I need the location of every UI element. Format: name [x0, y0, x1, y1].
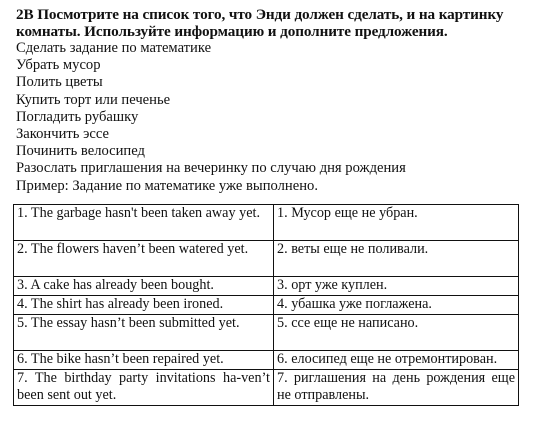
exercise-heading: [16, 6, 536, 40]
exercise-page: [16, 6, 536, 194]
table-row: [14, 277, 519, 296]
table-row: [14, 315, 519, 351]
english-sentence-cell: 4. The shirt has already been ironed.: [14, 296, 274, 315]
todo-item: Купить торт или печенье: [16, 91, 171, 108]
table-row: [14, 370, 519, 406]
table-row: [14, 241, 519, 277]
heading-line-2: комнаты. Используйте информацию и дополните предложения.: [16, 23, 448, 40]
todo-list: [16, 40, 536, 178]
english-sentence-cell: 2. The flowers haven’t been watered yet.: [14, 241, 274, 277]
heading-line-1: 2B Посмотрите на список того, что Энди должен сделать, и на картинку: [16, 6, 504, 23]
english-sentence-cell: 6. The bike hasn’t been repaired yet.: [14, 351, 274, 370]
todo-item: Убрать мусор: [16, 57, 101, 74]
english-sentence-cell: 7. The birthday party invitations ha-ven’t been sent out yet.: [14, 370, 274, 406]
russian-sentence-cell: 5. ссе еще не написано.: [274, 315, 519, 351]
table-row: [14, 296, 519, 315]
todo-item: Починить велосипед: [16, 143, 145, 160]
russian-sentence-cell: 4. убашка уже поглажена.: [274, 296, 519, 315]
russian-sentence-cell: 3. орт уже куплен.: [274, 277, 519, 296]
todo-item: Сделать задание по математике: [16, 40, 212, 56]
english-sentence-cell: 3. A cake has already been bought.: [14, 277, 274, 296]
todo-item: Разослать приглашения на вечеринку по случаю дня рождения: [16, 160, 406, 177]
todo-item: Полить цветы: [16, 74, 103, 91]
table-row: [14, 351, 519, 370]
english-sentence-cell: 1. The garbage hasn't been taken away yet.: [14, 205, 274, 241]
todo-item: Закончить эссе: [16, 126, 109, 143]
english-sentence-cell: 5. The essay hasn’t been submitted yet.: [14, 315, 274, 351]
table-row: [14, 205, 519, 241]
russian-sentence-cell: 7. риглашения на день рождения еще не отправлены.: [274, 370, 519, 406]
answers-table: [13, 204, 519, 406]
russian-sentence-cell: 2. веты еще не поливали.: [274, 241, 519, 277]
todo-item: Погладить рубашку: [16, 108, 139, 125]
russian-sentence-cell: 6. елосипед еще не отремонтирован.: [274, 351, 519, 370]
example-sentence: Пример: Задание по математике уже выполнено.: [16, 177, 318, 194]
russian-sentence-cell: 1. Мусор еще не убран.: [274, 205, 519, 241]
